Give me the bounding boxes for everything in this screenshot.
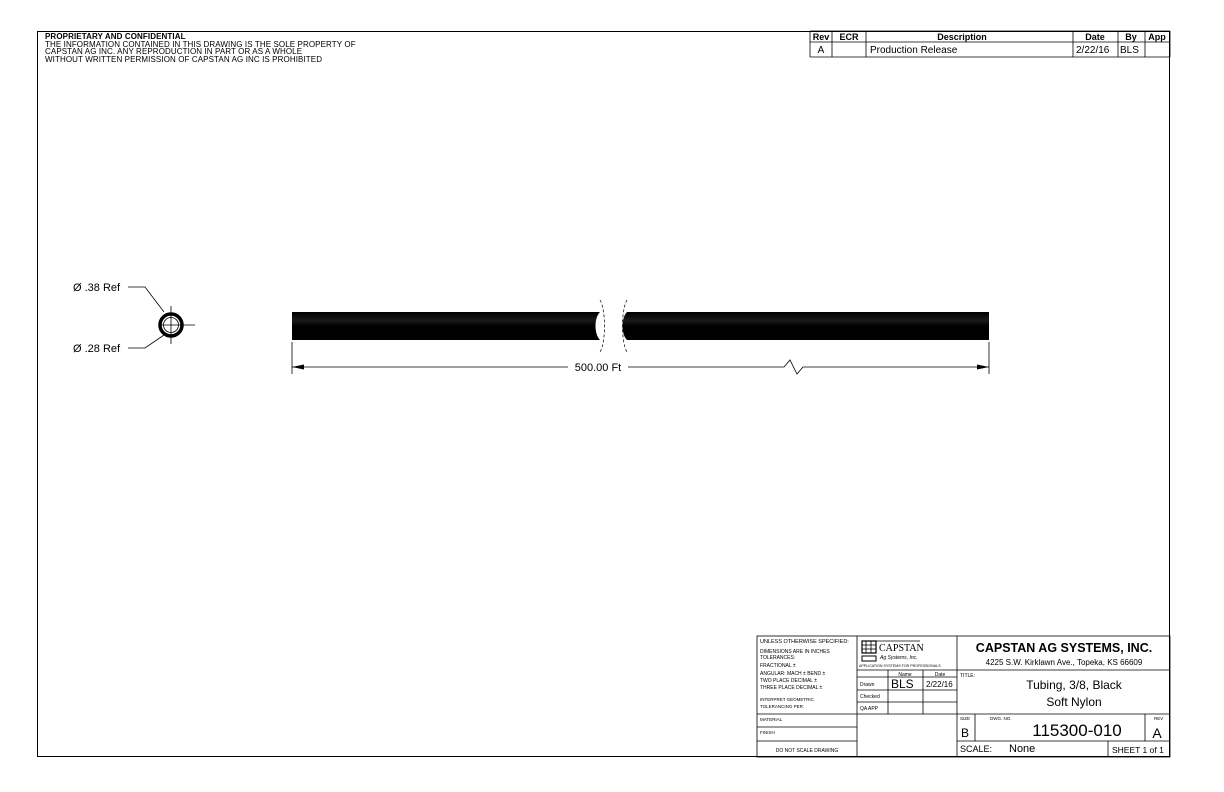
size-label: SIZE xyxy=(960,716,971,721)
scale-value: None xyxy=(1009,743,1036,755)
logo-name: CAPSTAN xyxy=(879,643,924,654)
scale-label: SCALE: xyxy=(960,744,993,754)
ecr-header: ECR xyxy=(839,32,859,42)
description-header: Description xyxy=(937,32,987,42)
tolerance-line: TOLERANCING PER: xyxy=(760,704,805,709)
tolerance-line: TWO PLACE DECIMAL ± xyxy=(760,678,818,684)
proprietary-heading: PROPRIETARY AND CONFIDENTIAL xyxy=(45,32,186,41)
dwg-no-label: DWG. NO. xyxy=(990,716,1012,721)
rev-value-title: A xyxy=(1152,725,1162,741)
dimension-arrow-right xyxy=(977,365,989,370)
drawing-title-line2: Soft Nylon xyxy=(1046,695,1102,709)
tolerance-line: TOLERANCES: xyxy=(760,655,796,661)
sheet-number: SHEET 1 of 1 xyxy=(1112,745,1164,755)
drawn-date: 2/22/16 xyxy=(926,680,953,689)
signoff-date-header: Date xyxy=(934,672,946,678)
length-dimension xyxy=(292,342,989,374)
do-not-scale-note: DO NOT SCALE DRAWING xyxy=(775,748,839,754)
material-label: MATERIAL xyxy=(760,717,783,722)
date-header: Date xyxy=(1085,32,1105,42)
outer-diameter-label: Ø .38 Ref xyxy=(73,282,121,294)
proprietary-line: THE INFORMATION CONTAINED IN THIS DRAWING IS THE SOLE PROPERTY OF xyxy=(45,39,356,49)
tolerance-line: FRACTIONAL ± xyxy=(760,663,796,669)
tube-side-view xyxy=(292,300,989,352)
tolerance-line: THREE PLACE DECIMAL ± xyxy=(760,685,823,691)
drawing-title-line1: Tubing, 3/8, Black xyxy=(1026,678,1122,692)
rev-label: REV xyxy=(1154,716,1164,721)
tolerance-line: DIMENSIONS ARE IN INCHES xyxy=(760,649,830,655)
company-address: 4225 S.W. Kirklawn Ave., Topeka, KS 66609 xyxy=(985,658,1143,667)
rev-value: A xyxy=(817,45,825,56)
leader-lines xyxy=(128,287,164,348)
tolerance-line: ANGULAR: MACH ± BEND ± xyxy=(760,671,826,677)
qa-label: QA APP xyxy=(860,706,879,712)
rev-header: Rev xyxy=(812,32,830,42)
drawn-name: BLS xyxy=(891,677,914,691)
by-header: By xyxy=(1125,32,1137,42)
proprietary-line: WITHOUT WRITTEN PERMISSION OF CAPSTAN AG INC IS PROHIBITED xyxy=(45,54,323,64)
revision-table xyxy=(810,31,1170,57)
company-name: CAPSTAN AG SYSTEMS, INC. xyxy=(975,641,1153,655)
drawn-label: Drawn xyxy=(860,682,875,688)
tolerance-line: INTERPRET GEOMETRIC xyxy=(760,697,814,702)
title-label: TITLE: xyxy=(960,673,976,679)
size-value: B xyxy=(961,726,970,740)
app-header: App xyxy=(1148,32,1166,42)
date-value: 2/22/16 xyxy=(1076,45,1110,56)
proprietary-line: CAPSTAN AG INC. ANY REPRODUCTION IN PART OR AS A WHOLE xyxy=(45,47,303,56)
description-value: Production Release xyxy=(870,45,958,56)
dimension-arrow-left xyxy=(292,365,304,370)
checked-label: Checked xyxy=(860,694,880,700)
logo-sub: Ag Systems, Inc. xyxy=(880,655,918,661)
inner-diameter-label: Ø .28 Ref xyxy=(73,343,121,355)
logo-tagline: APPLICATION SYSTEMS FOR PROFESSIONALS xyxy=(859,664,941,668)
tolerance-heading: UNLESS OTHERWISE SPECIFIED: xyxy=(760,639,849,645)
signoff-name-header: Name xyxy=(898,672,912,678)
tube-cross-section xyxy=(159,306,195,344)
dwg-no-value: 115300-010 xyxy=(1032,721,1122,740)
finish-label: FINISH xyxy=(760,730,775,735)
by-value: BLS xyxy=(1120,45,1139,56)
length-label: 500.00 Ft xyxy=(574,362,622,374)
